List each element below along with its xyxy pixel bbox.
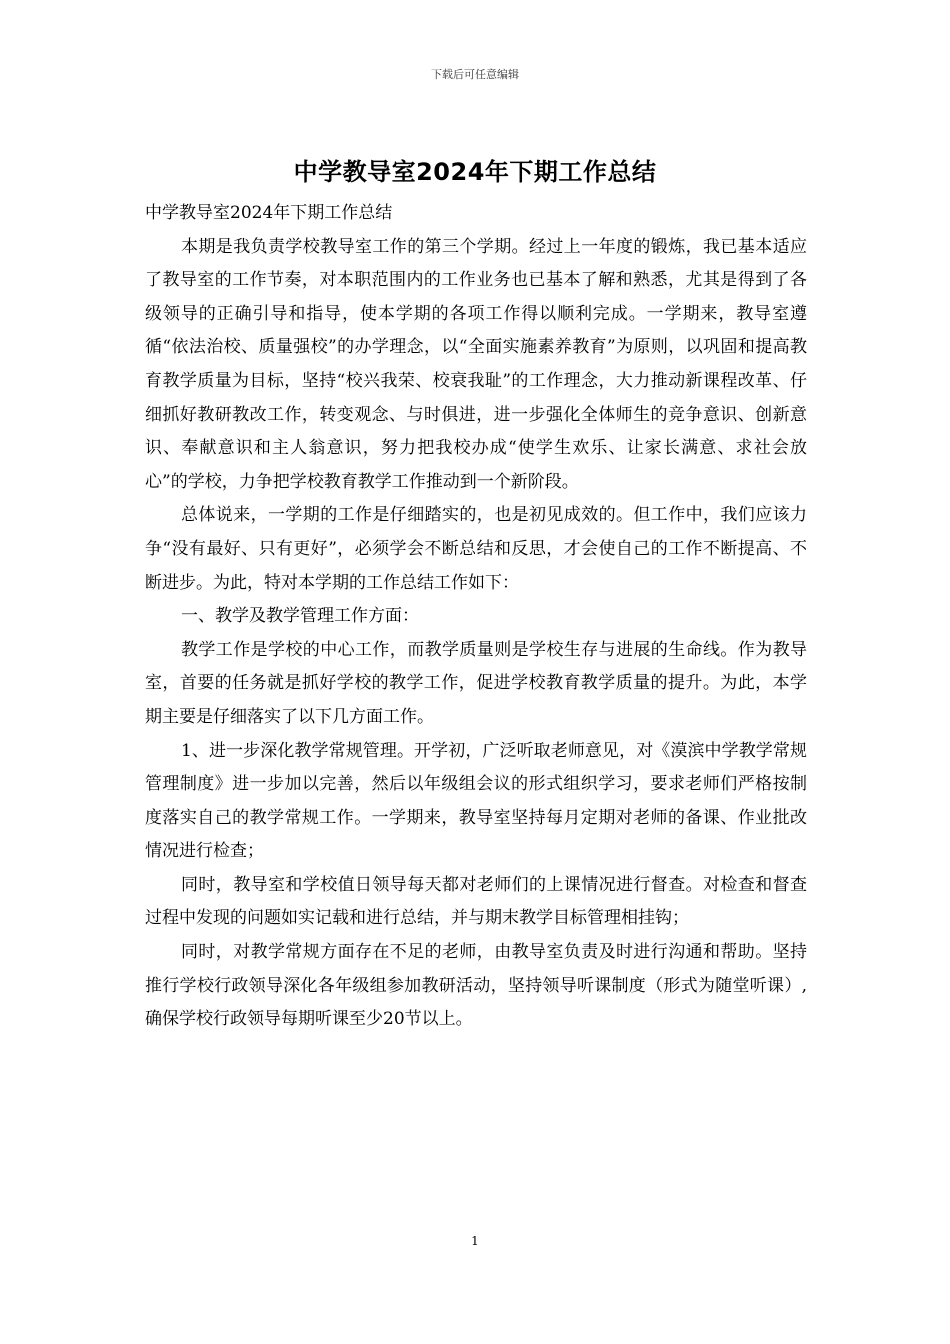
- section-heading-teaching: 一、教学及教学管理工作方面：: [181, 606, 419, 627]
- document-title: 中学教导室2024年下期工作总结: [293, 158, 657, 186]
- paragraph-summary: 总体说来，一学期的工作是仔细踏实的，也是初见成效的。但工作中，我们应该力争“没有最好、只有更好”，必须学会不断总结和反思，才会使自己的工作不断提高、不断进步。为此，特对本学期的工作总结工作如下：: [145, 505, 807, 593]
- paragraph-assistance: 同时，对教学常规方面存在不足的老师，由教导室负责及时进行沟通和帮助。坚持推行学校行政领导深化各年级组参加教研活动，坚持领导听课制度（形式为随堂听课）,确保学校行政领导每期听课至少20节以上。: [145, 942, 807, 1030]
- paragraph-teaching-center: 教学工作是学校的中心工作，而教学质量则是学校生存与进展的生命线。作为教导室，首要的任务就是抓好学校的教学工作，促进学校教育教学质量的提升。为此，本学期主要是仔细落实了以下几方面工作。: [145, 639, 807, 727]
- paragraph-subtitle: 中学教导室2024年下期工作总结: [145, 203, 393, 223]
- header-note: 下载后可任意编辑: [431, 68, 519, 81]
- document-body: [145, 197, 807, 1037]
- paragraph-intro: 本期是我负责学校教导室工作的第三个学期。经过上一年度的锻炼，我已基本适应了教导室的工作节奏，对本职范围内的工作业务也已基本了解和熟悉，尤其是得到了各级领导的正确引导和指导，使本学期的各项工作得以顺利完成。一学期来，教导室遵循“依法治校、质量强校”的办学理念，以“全面实施素养教育”为原则，以巩固和提高教育教学质量为目标，坚持“校兴我荣、校衰我耻”的工作理念，大力推动新课程改革、仔细抓好教研教改工作，转变观念、与时俱进，进一步强化全体师生的竞争意识、创新意识、奉献意识和主人翁意识，努力把我校办成“使学生欢乐、让家长满意、求社会放心”的学校，力争把学校教育教学工作推动到一个新阶段。: [145, 236, 807, 492]
- paragraph-item-1: 1、进一步深化教学常规管理。开学初，广泛听取老师意见，对《漠滨中学教学常规管理制度》进一步加以完善，然后以年级组会议的形式组织学习，要求老师们严格按制度落实自己的教学常规工作。一学期来，教导室坚持每月定期对老师的备课、作业批改情况进行检查；: [145, 740, 807, 862]
- page-number: 1: [471, 1234, 479, 1248]
- paragraph-supervision: 同时，教导室和学校值日领导每天都对老师们的上课情况进行督查。对检查和督查过程中发现的问题如实记载和进行总结，并与期末教学目标管理相挂钩；: [145, 874, 807, 929]
